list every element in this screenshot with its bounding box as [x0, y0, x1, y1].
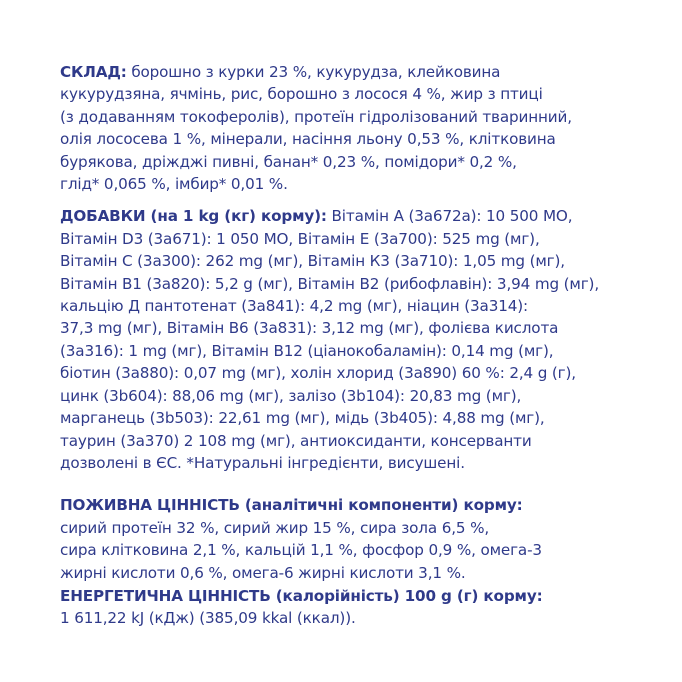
nutrition-text: сирий протеїн 32 %, сирий жир 15 %, сира зола 6,5 %, сира клітковина 2,1 %, кальцій 1,1 %, фосфор 0,9 %, омега-3 жирні кислоти 0,6 %, омега-6 жирні кислоти 3,1 %. [60, 518, 542, 582]
additives-heading: ДОБАВКИ (на 1 kg (кг) корму): [60, 207, 327, 226]
nutrition-section [60, 494, 660, 584]
composition-text: борошно з курки 23 %, кукурудза, клейковина кукурудзяна, ячмінь, рис, борошно з лосося 4 %, жир з птиці (з додаванням токоферолів), протеїн гідролізований тваринний, олія лососева 1 %, мінерали, насіння льону 0,53 %, клітковина бурякова, дріжджі пивні, банан* 0,23 %, помідори* 0,2 %, глід* 0,065 %, імбир* 0,01 %. [60, 63, 572, 194]
energy-text: 1 611,22 kJ (кДж) (385,09 kkal (ккал)). [60, 609, 356, 628]
additives-section [60, 205, 660, 474]
energy-section [60, 585, 660, 630]
additives-text: Вітамін А (3а672а): 10 500 МО, Вітамін D3 (3а671): 1 050 МО, Вітамін Е (3а700): 525 mg (мг), Вітамін С (3а300): 262 mg (мг), Вітамін К3 (3а710): 1,05 mg (мг), Вітамін В1 (3а820): 5,2 g (мг), Вітамін В2 (рибофлавін): 3,94 mg (мг), кальцію Д пантотенат (3а841): 4,2 mg (мг), ніацин (3а314): 37,3 mg (мг), Вітамін В6 (3а831): 3,12 mg (мг), фолієва кислота (3а316): 1 mg (мг), Вітамін В12 (ціанокобаламін): 0,14 mg (мг), біотин (3а880): 0,07 mg (мг), холін хлорид (3а890) 60 %: 2,4 g (г), цинк (3b604): 88,06 mg (мг), залізо (3b104): 20,83 mg (мг), марганець (3b503): 22,61 mg (мг), мідь (3b405): 4,88 mg (мг), таурин (3а370) 2 108 mg (мг), антиоксиданти, консерванти дозволені в ЄС. *Натуральні інгредієнти, висушені. [60, 207, 600, 472]
nutrition-heading: ПОЖИВНА ЦІННІСТЬ (аналітичні компоненти) корму: [60, 496, 523, 515]
composition-section [60, 61, 660, 195]
energy-heading: ЕНЕРГЕТИЧНА ЦІННІСТЬ (калорійність) 100 g (г) корму: [60, 586, 543, 605]
composition-heading: СКЛАД: [60, 63, 127, 81]
ingredient-label-document [60, 61, 660, 630]
